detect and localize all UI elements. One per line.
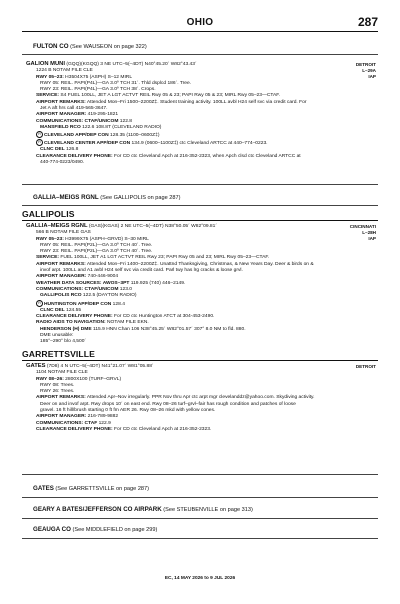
- airport-name: GALION MUNI: [26, 61, 65, 67]
- ref-gallia: GALLIA–MEIGS RGNL (See GALLIPOLIS on page 287): [33, 194, 181, 201]
- radar-r-icon: R: [36, 131, 43, 138]
- section-rule: [22, 220, 378, 221]
- gallipolis-sidebar: CINCINNATI L–28H IAP: [349, 224, 376, 242]
- divider: [22, 184, 378, 185]
- ref-fulton-note: (See WAUSEON on page 322): [70, 44, 147, 50]
- airport-name: GALLIA–MEIGS RGNL: [26, 223, 88, 229]
- airport-entry-gates: GATES (7D8) 4 N UTC–5(–4DT) N41°21.07´ W81°05.88´ 1104 NOTAM FILE CLE RWY 08–26: 2800X100 (TURF–GRVL) RWY 08: Trees. RWY 26: Trees. AIRPORT REMARKS: Attended Apr–Nov irregularly. PPR Nov thru Apr ctc arpt mgr clevelanddz@yahoo.com. Skydiving activity. Deer on and invof arpt. Rwy drops 10´ on east end. Rwy 08–26 turf–grvl–fair has rough condition and patches of loose gravel. 16 ft hill/brush starting 0 ft fm AER 26. Rwy 08–26 mkd with yellow cones. AIRPORT MANAGER: 216-789-9882 COMMUNICATIONS: CTAF 122.9 CLEARANCE DELIVERY PHONE: For CD ctc Cleveland Apch at 216-352-2323.: [26, 363, 315, 432]
- galion-sidebar: DETROIT L–29A IAP: [355, 62, 376, 80]
- ref-geary: GEARY A BATES/JEFFERSON CO AIRPARK (See STEUBENVILLE on page 313): [33, 506, 253, 513]
- divider: [22, 205, 378, 206]
- airport-entry-galion: GALION MUNI (GQQ)(KGQQ) 3 NE UTC–5(–4DT) N40°45.20´ W82°43.43´ 1224 B NOTAM FILE CLE RWY 05–23: H3504X75 (ASPH) S–12 MIRL RWY 05: REIL. PAPI(P4L)—GA 3.0º TCH 31´. Thld dsplcd 186´. Tree. RWY 23: REIL. PAPI(P4L)—GA 3.0º TCH 38´. Crops. SERVICE: S4 FUEL 100LL, JET A LGT ACTVT REIL Rwy 05 & 23; PAPI Rwy 05 & 23; MIRL Rwy 05–23—CTAF. AIRPORT REMARKS: Attended Mon–Fri 1500–2200Z‡. Student training activity. 100LL avbl H24 self svc via credit card. For Jet A aft hrs call 419-565-3647. AIRPORT MANAGER: 419-295-1821 COMMUNICATIONS: CTAF/UNICOM 122.8 MANSFIELD RCO 122.6 108.8T (CLEVELAND RADIO) R CLEVELAND APP/DEP CON 128.35 (1100–0600Z‡) R CLEVELAND CENTER APP/DEP CON 134.9 (0600–1100Z‡) ctc Cleveland ARTCC at 440–774–0223. CLNC DEL 126.8 CLEARANCE DELIVERY PHONE: For CD ctc Cleveland Apch at 216-352-2323, when Apch clsd ctc Cleveland ARTCC at 440-774-0223/0490.: [26, 61, 307, 166]
- ref-geauga: GEAUGA CO (See MIDDLEFIELD on page 299): [33, 526, 158, 533]
- divider: [22, 474, 378, 475]
- ref-fulton: [33, 43, 147, 50]
- section-garrettsville: GARRETTSVILLE: [22, 349, 95, 359]
- radar-r-icon: R: [36, 300, 43, 307]
- section-gallipolis: GALLIPOLIS: [22, 209, 75, 219]
- page-number: 287: [357, 15, 378, 29]
- state-header: OHIO: [186, 17, 214, 28]
- radar-r-icon: R: [36, 139, 43, 146]
- divider: [22, 518, 378, 519]
- ref-fulton-name: FULTON CO: [33, 43, 69, 50]
- garrettsville-sidebar: DETROIT: [355, 364, 376, 369]
- effective-dates-footer: EC, 14 MAY 2026 to 9 JUL 2026: [164, 576, 236, 581]
- divider: [22, 54, 378, 55]
- ref-gates: GATES (See GARRETTSVILLE on page 287): [33, 485, 150, 492]
- divider: [22, 497, 378, 498]
- header-rule: [22, 31, 378, 32]
- airport-entry-gallia-meigs: GALLIA–MEIGS RGNL (GAS)(KGAS) 2 NE UTC–5(–4DT) N38°50.05´ W82°09.81´ 566 B NOTAM FILE GAS RWY 05–23: H3999X75 (ASPH–GRVD) S–30 MIRL RWY 05: REIL. PAPI(P2L)—GA 3.0º TCH 40´. Tree. RWY 23: REIL. PAPI(P2L)—GA 3.0º TCH 40´. Tree. SERVICE: FUEL 100LL, JET A1 LGT ACTVT REIL Rwy 23; PAPI Rwy 05 and 23; MIRL Rwy 05–23—CTAF. AIRPORT REMARKS: Attended Mon–Fri 1400–2200Z‡. Unattnd Thanksgiving, Christmas, & New Years Day. Deer & birds on & invof arpt. 100LL and A1 avbl H24 self svc via credit card. Parl twy has lrg cracks & loose grvl. AIRPORT MANAGER: 740-446-9004 WEATHER DATA SOURCES: AWOS–3PT 119.925 (740) 446–2149. COMMUNICATIONS: CTAF/UNICOM 123.0 GALLIPOLIS RCO 122.5 (DAYTON RADIO) R HUNTINGTON APP/DEP CON 128.4 CLNC DEL 124.55 CLEARANCE DELIVERY PHONE: For CD ctc Huntington ATCT at 304-453-2490. RADIO AIDS TO NAVIGATION: NOTAM FILE EKN. HENDERSON (H) DME 115.9 HNN Chan 106 N38°45.25´ W82°01.57´ 307° 8.0 NM to fld. 880. DME unusable: 185°–290° blo 4,500´: [26, 223, 314, 345]
- airport-name: GATES: [26, 363, 46, 369]
- section-rule: [22, 360, 378, 361]
- divider: [22, 538, 378, 539]
